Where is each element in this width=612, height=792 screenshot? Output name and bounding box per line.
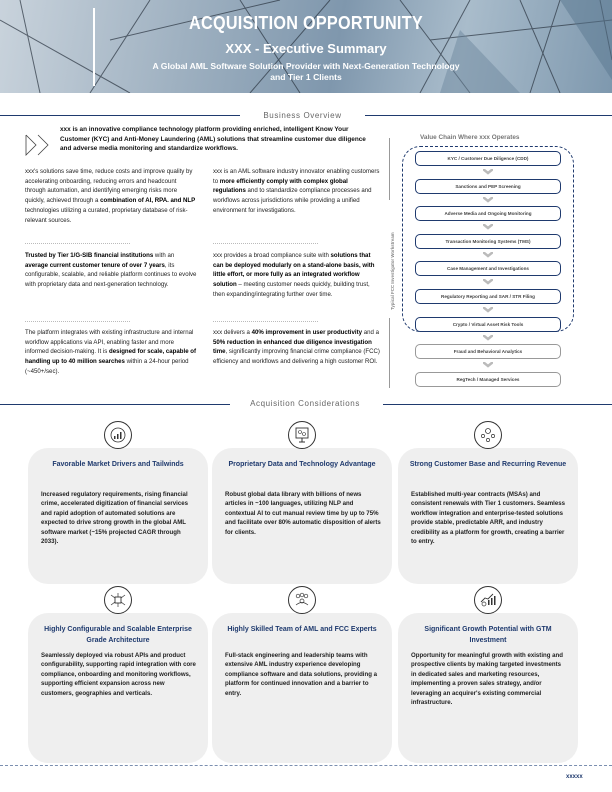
overview-paragraph xyxy=(213,251,381,300)
chevron-down-icon xyxy=(483,197,493,203)
dotted-divider xyxy=(25,321,130,322)
paragraph-text: , its configurable, scalable, and reliable platform continues to evolve with proprietary data and next-generation technology. xyxy=(25,261,197,289)
market-growth-icon xyxy=(104,421,132,449)
intro-statement: xxx is an innovative compliance technology platform providing enriched, intelligent Know Your Customer (KYC) and Anti-Money Laundering (AML) solutions that streamline customer due diligence and adverse media monitoring and standardize workflows. xyxy=(60,126,366,153)
team-icon xyxy=(288,586,316,614)
overview-paragraph xyxy=(25,167,197,225)
value-chain-step: Regulatory Reporting and SAR / STR Filing xyxy=(415,289,561,304)
card-title: Significant Growth Potential with GTM Investment xyxy=(424,626,552,644)
card-title: Strong Customer Base and Recurring Revenue xyxy=(409,461,567,468)
card-title: Proprietary Data and Technology Advantage xyxy=(228,461,376,468)
card-body: Robust global data library with billions of news articles in ~100 languages, utilizing NLP and contextual AI to cut manual review time by up to 75% and facilitate over 80% automatic disposition of alerts for clients. xyxy=(225,491,381,536)
card-title: Highly Configurable and Scalable Enterprise Grade Architecture xyxy=(44,626,192,644)
chevron-down-icon xyxy=(483,279,493,285)
page-title: ACQUISITION OPPORTUNITY xyxy=(189,13,423,33)
paragraph-text: xxx delivers a xyxy=(213,329,252,336)
emphasis-text: 50% reduction in enhanced due diligence investigation time xyxy=(213,338,372,356)
emphasis-text: more efficiently comply with complex global regulations xyxy=(213,177,348,195)
emphasis-text: solutions that can be deployed modularly on a stand-alone basis, with little effort, or more fully as an integrated workflow solution xyxy=(213,252,375,289)
workstream-label: Typical FCC Investigator Workstream xyxy=(390,232,395,310)
side-rule xyxy=(389,138,390,200)
paragraph-text: and a xyxy=(362,329,379,336)
emphasis-text: combination of AI, RPA. and NLP xyxy=(100,197,196,205)
value-chain-step: Case Management and Investigations xyxy=(415,261,561,276)
emphasis-text: 40% improvement in user productivity xyxy=(251,329,363,336)
chevron-down-icon xyxy=(483,335,493,341)
overview-paragraph xyxy=(25,328,197,377)
value-chain-step: KYC / Customer Due Diligence (CDD) xyxy=(415,151,561,166)
paragraph-text: within a 24-hour period (~450+/sec). xyxy=(25,358,189,375)
consideration-card xyxy=(212,448,392,584)
dotted-divider xyxy=(213,243,318,244)
emphasis-text: average current customer tenure of over 7 years xyxy=(25,261,165,269)
value-chain-title: Value Chain Where xxx Operates xyxy=(420,134,520,141)
consideration-card xyxy=(28,448,208,584)
section-divider xyxy=(383,404,612,405)
section-divider xyxy=(365,115,612,116)
consideration-card xyxy=(398,613,578,763)
paragraph-text: , significantly improving financial crime compliance (FCC) efficiency and workflows and delivering a high customer ROI. xyxy=(213,348,380,366)
consideration-card xyxy=(28,613,208,763)
overview-paragraph xyxy=(213,328,381,367)
paragraph-text: xxx is an AML software industry innovator enabling customers to xyxy=(213,168,380,185)
double-chevron-icon xyxy=(25,133,53,157)
paragraph-text: xxx's solutions save time, reduce costs and improve quality by accelerating onboarding, reducing errors and headcount through automation, and identifying emerging risks more quickly, achieved through a xyxy=(25,168,193,205)
overview-paragraph xyxy=(25,251,197,290)
card-body: Increased regulatory requirements, rising financial crime, accelerated digitization of financial services and rapid adoption of automated solutions are expected to drive strong growth in the global AML software market (~15% projected CAGR through 2033). xyxy=(41,491,188,546)
value-chain-step: Sanctions and PEP Screening xyxy=(415,179,561,194)
emphasis-text: Trusted by Tier 1/G-SIB financial institutions xyxy=(25,252,154,259)
emphasis-text: designed for scale, capable of handling up to 40 million searches xyxy=(25,348,197,366)
dotted-divider xyxy=(25,243,130,244)
growth-chart-icon xyxy=(474,586,502,614)
chevron-down-icon xyxy=(483,362,493,368)
card-body: Full-stack engineering and leadership teams with extensive AML industry experience developing compliance software and data solutions, providing a platform for continued innovation and a barrier to entry. xyxy=(225,652,378,697)
value-chain-step: Crypto / Virtual Asset Risk Tools xyxy=(415,317,561,332)
header-banner xyxy=(0,0,612,93)
footer-divider xyxy=(0,765,612,766)
consideration-card xyxy=(398,448,578,584)
section-divider xyxy=(0,115,240,116)
data-presentation-icon xyxy=(288,421,316,449)
paragraph-text: The platform integrates with existing infrastructure and internal workflow applications via API, enabling faster and more informed decision-making. It is xyxy=(25,329,194,356)
paragraph-text: technologies utilizing a curated, proprietary database of risk-relevant sources. xyxy=(25,206,188,224)
paragraph-text: and to standardize compliance processes and workflows across jurisdictions while providing a unified environment for investigations. xyxy=(213,187,372,214)
card-body: Opportunity for meaningful growth with existing and prospective clients by making targeted investments in dedicated sales and marketing resources, implementing a proven sales strategy, and/or leveraging an acquirer's existing commercial infrastructure. xyxy=(411,652,563,707)
customer-revenue-icon xyxy=(474,421,502,449)
consideration-card xyxy=(212,613,392,763)
overview-paragraph xyxy=(213,167,381,216)
card-body: Established multi-year contracts (MSAs) and consistent renewals with Tier 1 customers. Seamless workflow integration and enterprise-tested solutions provide stable, predictable ARR, and industry credibility as a platform for growth, creating a barrier to entry. xyxy=(411,491,565,546)
card-title: Highly Skilled Team of AML and FCC Experts xyxy=(227,626,377,633)
paragraph-text: with an xyxy=(153,252,175,259)
footer-text: xxxxx xyxy=(566,774,583,780)
chevron-down-icon xyxy=(483,224,493,230)
section-heading-business-overview: Business Overview xyxy=(263,111,342,120)
card-title: Favorable Market Drivers and Tailwinds xyxy=(52,461,184,468)
architecture-network-icon xyxy=(104,586,132,614)
value-chain-step: Adverse Media and Ongoing Monitoring xyxy=(415,206,561,221)
section-heading-acquisition-considerations: Acquisition Considerations xyxy=(250,399,360,408)
tagline: A Global AML Software Solution Provider with Next-Generation Technology and Tier 1 Clients xyxy=(152,61,460,82)
section-divider xyxy=(0,404,230,405)
chevron-down-icon xyxy=(483,169,493,175)
value-chain-step: RegTech / Managed Services xyxy=(415,372,561,387)
page-subtitle: XXX - Executive Summary xyxy=(225,41,387,56)
value-chain-step: Transaction Monitoring Systems (TMS) xyxy=(415,234,561,249)
paragraph-text: xxx provides a broad compliance suite with xyxy=(213,252,331,259)
card-body: Seamlessly deployed via robust APIs and product configurability, supporting rapid integration with core compliance, onboarding and monitoring workflows, supporting efficient expansion across new customers, geographies and verticals. xyxy=(41,652,196,697)
dotted-divider xyxy=(213,321,318,322)
chevron-down-icon xyxy=(483,307,493,313)
chevron-down-icon xyxy=(483,252,493,258)
paragraph-text: – meeting customer needs quickly, building trust, then expanding/integrating further over time. xyxy=(213,281,370,298)
side-rule xyxy=(389,318,390,388)
value-chain-step: Fraud and Behavioral Analytics xyxy=(415,344,561,359)
